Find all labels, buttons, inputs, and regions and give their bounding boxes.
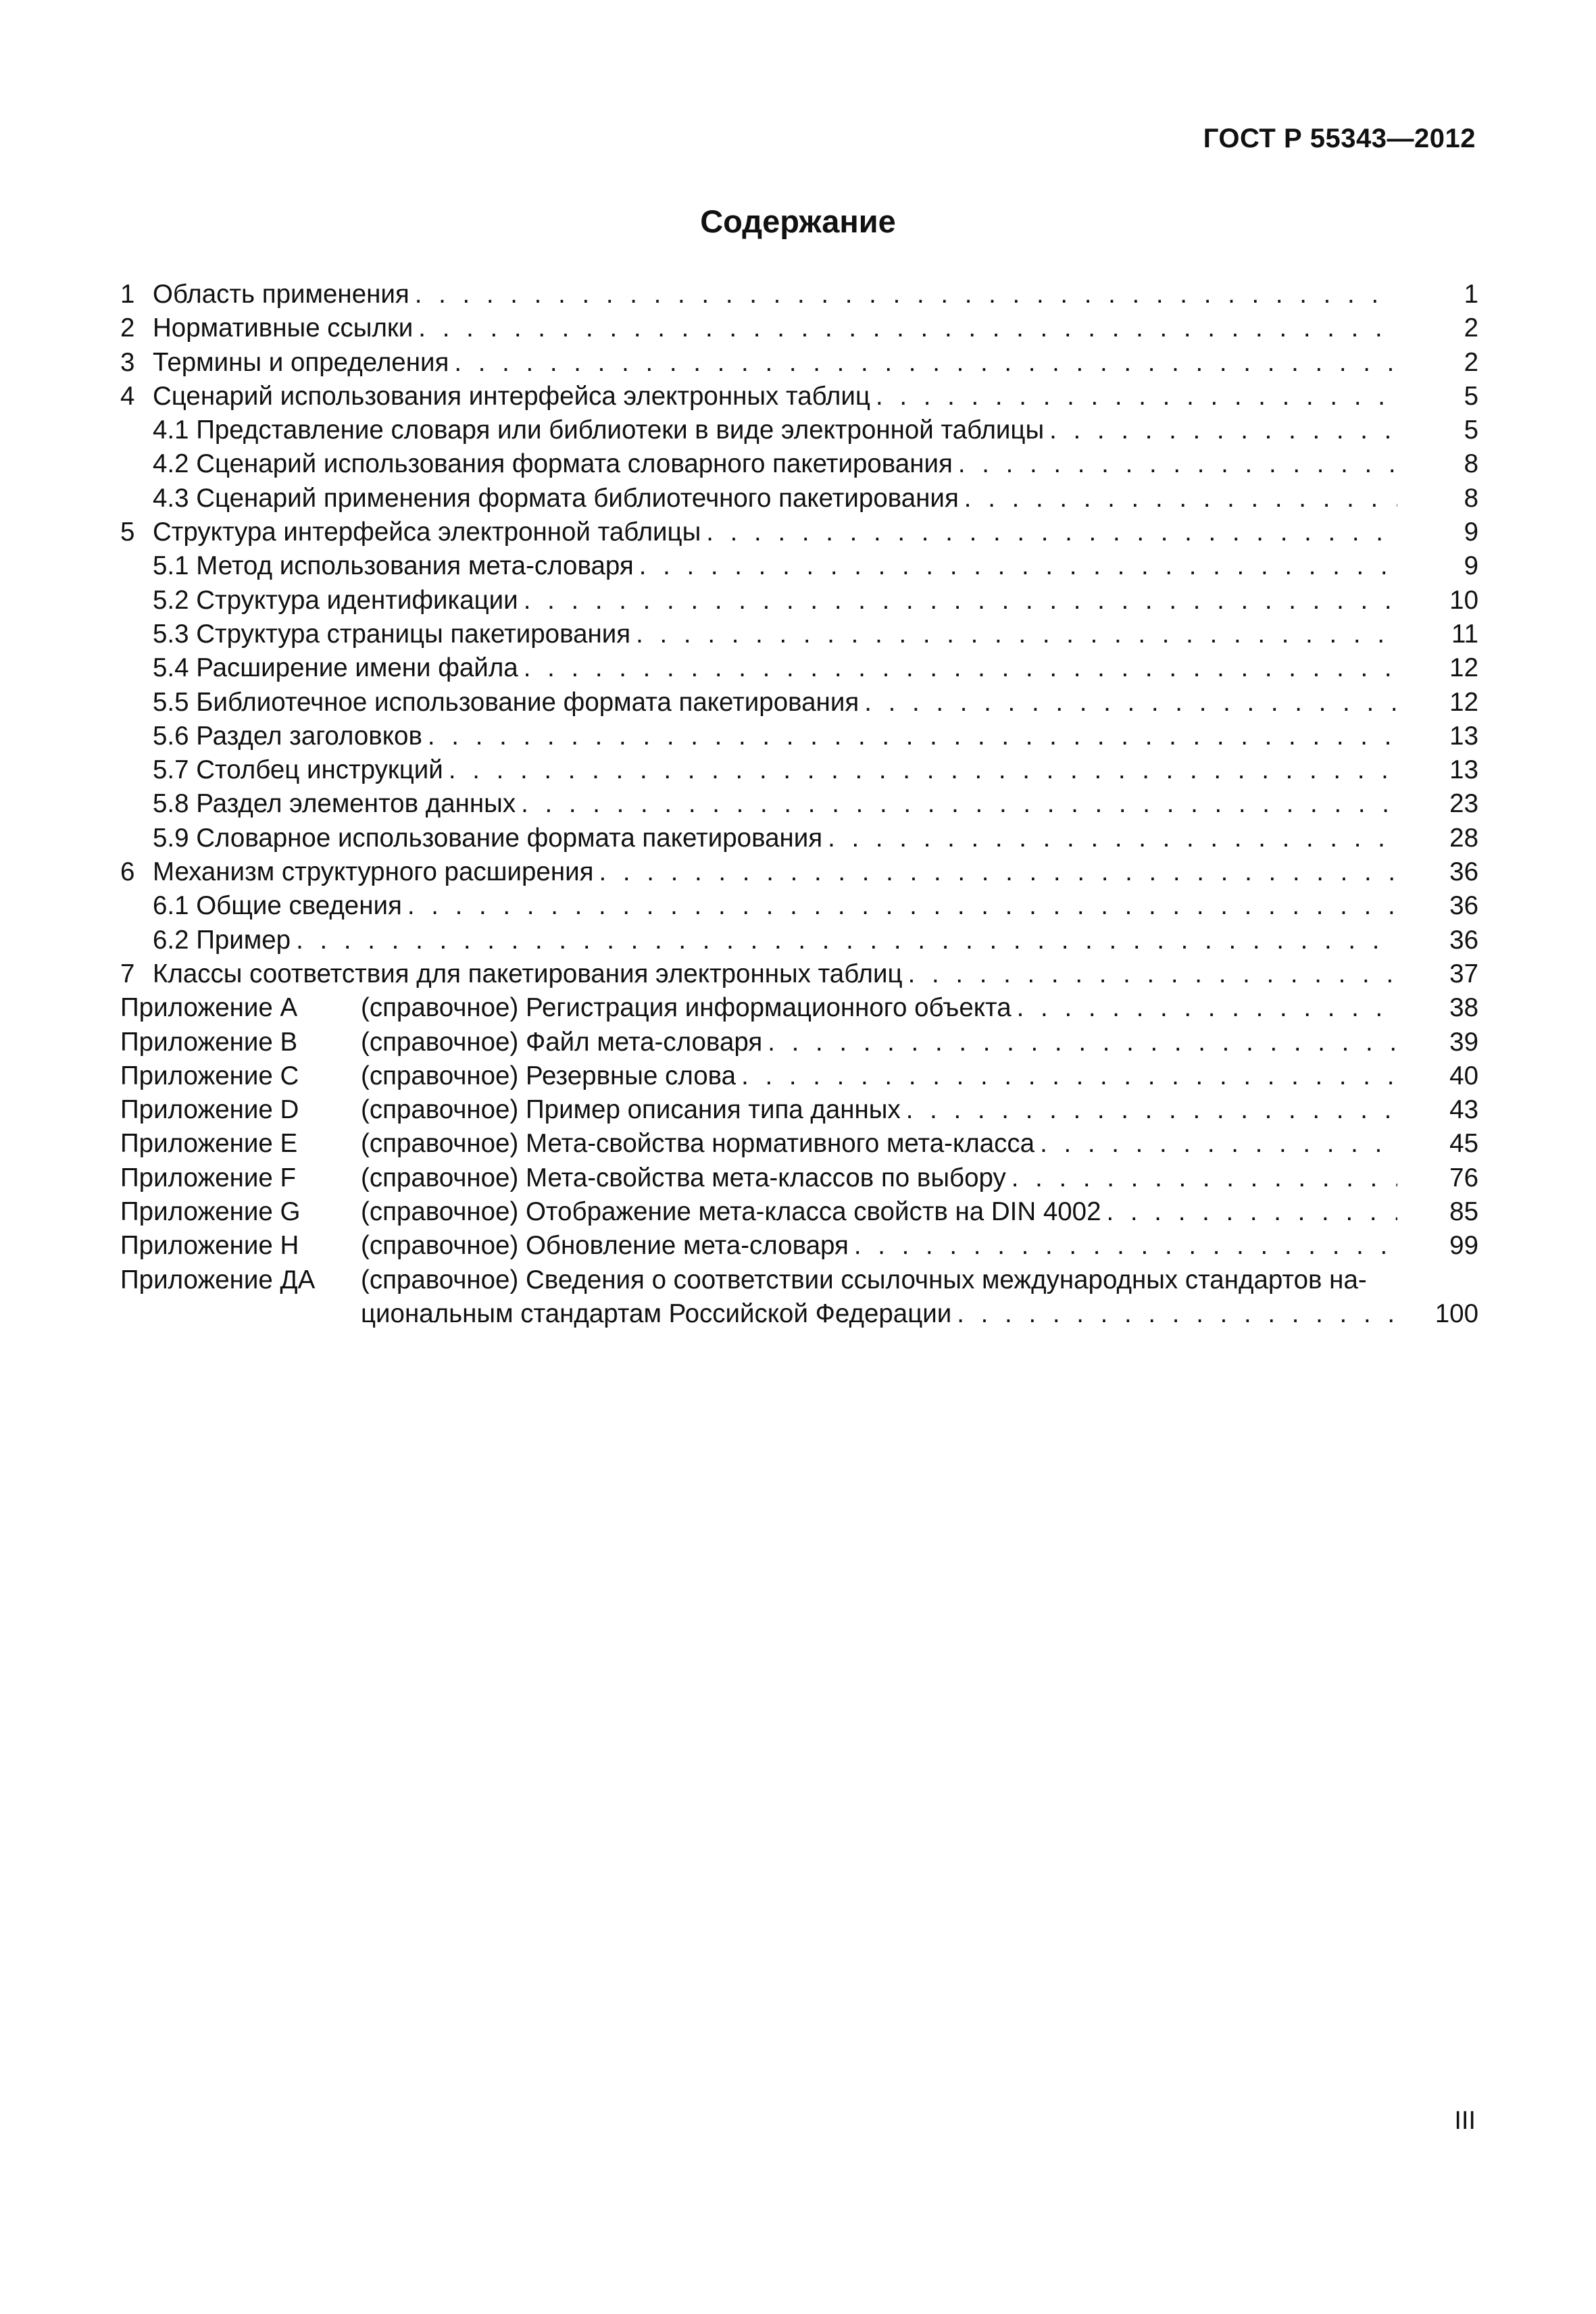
toc-page-number: 1: [1404, 278, 1478, 311]
appendix-label: Приложение E: [120, 1129, 298, 1159]
appendix-title: (справочное) Отображение мета-класса свойств на DIN 4002: [361, 1197, 1101, 1227]
toc-entry-text: 4.2 Сценарий использования формата словарного пакетирования: [153, 449, 953, 479]
appendix-title-continuation: циональным стандартам Российской Федерации: [361, 1299, 952, 1328]
toc-entry[interactable]: [120, 413, 1478, 447]
toc-section-number: 1: [120, 278, 153, 311]
toc-entry[interactable]: [120, 889, 1478, 923]
toc-section-number: 5: [120, 515, 153, 549]
toc-entry-title: [120, 482, 1397, 515]
toc-page-number: 8: [1404, 447, 1478, 481]
toc-entry-title: [120, 549, 1397, 583]
appendix-label: Приложение C: [120, 1061, 299, 1090]
toc-page-number: 99: [1404, 1229, 1478, 1263]
appendix-label: Приложение A: [120, 993, 298, 1023]
toc-page-number: 40: [1404, 1059, 1478, 1093]
toc-entry-text: 5.6 Раздел заголовков: [153, 721, 422, 751]
toc-page-number: 5: [1404, 413, 1478, 447]
toc-entry[interactable]: [120, 753, 1478, 787]
toc-entry-title: [120, 720, 1397, 753]
toc-page-number: 11: [1404, 618, 1478, 651]
toc-page-number: 36: [1404, 889, 1478, 923]
toc-entry-title: [361, 991, 1397, 1025]
toc-appendix-entry-continuation[interactable]: [120, 1297, 1478, 1331]
toc-entry-title: [361, 1127, 1397, 1161]
toc-entry[interactable]: [120, 618, 1478, 651]
toc-entry-title: [120, 686, 1397, 720]
toc-entry-title: [120, 346, 1397, 380]
toc-page-number: 37: [1404, 957, 1478, 991]
toc-entry-title: [120, 855, 1397, 889]
toc-entry-title: [120, 651, 1397, 685]
toc-entry-title: [361, 1026, 1397, 1059]
toc-appendix-entry[interactable]: [120, 1127, 1478, 1161]
toc-page-number: 8: [1404, 482, 1478, 515]
appendix-label: Приложение ДА: [120, 1265, 316, 1294]
toc-section-number: 4: [120, 380, 153, 413]
toc-section-number: 6: [120, 855, 153, 889]
toc-page-number: 12: [1404, 686, 1478, 720]
toc-entry-title: [120, 753, 1397, 787]
appendix-title: (справочное) Резервные слова: [361, 1061, 737, 1090]
appendix-label: Приложение D: [120, 1095, 299, 1125]
table-of-contents: [120, 278, 1478, 1331]
toc-page-number: 38: [1404, 991, 1478, 1025]
appendix-title: (справочное) Регистрация информационного объекта: [361, 993, 1012, 1023]
toc-entry-text: Область применения: [153, 280, 409, 309]
toc-entry[interactable]: [120, 822, 1478, 855]
toc-entry-text: 6.1 Общие сведения: [153, 891, 402, 921]
toc-entry-text: 5.5 Библиотечное использование формата пакетирования: [153, 687, 859, 717]
toc-page-number: 36: [1404, 924, 1478, 957]
toc-entry[interactable]: [120, 447, 1478, 481]
toc-entry[interactable]: [120, 855, 1478, 889]
toc-appendix-entry[interactable]: [120, 1161, 1478, 1195]
toc-entry-title: [120, 787, 1397, 821]
toc-entry[interactable]: [120, 549, 1478, 583]
toc-page-number: 12: [1404, 651, 1478, 685]
toc-appendix-entry[interactable]: [120, 1093, 1478, 1127]
toc-entry[interactable]: [120, 584, 1478, 618]
toc-entry-title: [120, 822, 1397, 855]
toc-entry-title: [120, 380, 1397, 413]
appendix-title: (справочное) Мета-свойства мета-классов по выбору: [361, 1163, 1006, 1192]
toc-page-number: 2: [1404, 346, 1478, 380]
toc-appendix-entry[interactable]: [120, 1195, 1478, 1229]
toc-entry-title: [361, 1059, 1397, 1093]
toc-page-number: 43: [1404, 1093, 1478, 1127]
toc-section-number: 3: [120, 346, 153, 380]
page-title: Содержание: [700, 203, 896, 239]
page-header-code: ГОСТ Р 55343—2012: [1203, 124, 1476, 153]
toc-entry[interactable]: [120, 482, 1478, 515]
toc-entry-text: 5.8 Раздел элементов данных: [153, 789, 516, 819]
toc-entry-title: [120, 584, 1397, 618]
toc-entry-title: [120, 515, 1397, 549]
toc-entry[interactable]: [120, 787, 1478, 821]
toc-entry-title: [120, 889, 1397, 923]
toc-entry-text: 5.7 Столбец инструкций: [153, 755, 443, 785]
toc-appendix-entry[interactable]: [120, 1229, 1478, 1263]
toc-page-number: 2: [1404, 311, 1478, 345]
toc-appendix-entry[interactable]: [120, 1026, 1478, 1059]
toc-entry-title: [361, 1161, 1397, 1195]
toc-page-number: 100: [1404, 1297, 1478, 1331]
appendix-title: (справочное) Сведения о соответствии ссылочных международных стандартов на-: [361, 1265, 1367, 1294]
toc-entry-title: [120, 618, 1397, 651]
appendix-label: Приложение F: [120, 1163, 297, 1192]
appendix-label: Приложение G: [120, 1197, 301, 1227]
toc-entry[interactable]: [120, 957, 1478, 991]
toc-page-number: 9: [1404, 549, 1478, 583]
toc-entry[interactable]: [120, 346, 1478, 380]
toc-entry-title: [361, 1297, 1397, 1331]
toc-page-number: 39: [1404, 1026, 1478, 1059]
appendix-title: (справочное) Пример описания типа данных: [361, 1095, 901, 1125]
toc-page-number: 9: [1404, 515, 1478, 549]
appendix-label: Приложение H: [120, 1231, 299, 1261]
toc-entry[interactable]: [120, 380, 1478, 413]
toc-entry-text: Классы соответствия для пакетирования электронных таблиц: [153, 959, 903, 988]
appendix-label: Приложение B: [120, 1027, 298, 1057]
toc-entry[interactable]: [120, 720, 1478, 753]
toc-page-number: 45: [1404, 1127, 1478, 1161]
toc-entry-text: Сценарий использования интерфейса электронных таблиц: [153, 381, 870, 411]
toc-entry-title: [361, 1229, 1397, 1263]
toc-entry-text: Термины и определения: [153, 347, 449, 377]
toc-entry[interactable]: [120, 515, 1478, 549]
toc-entry-text: 6.2 Пример: [153, 925, 291, 955]
appendix-title: (справочное) Мета-свойства нормативного мета-класса: [361, 1129, 1035, 1159]
toc-appendix-entry[interactable]: [120, 991, 1478, 1025]
toc-page-number: 28: [1404, 822, 1478, 855]
toc-entry-text: Нормативные ссылки: [153, 313, 414, 343]
toc-entry-title: [120, 278, 1397, 311]
toc-appendix-entry[interactable]: [120, 1059, 1478, 1093]
toc-entry-text: Механизм структурного расширения: [153, 857, 594, 887]
toc-entry-title: [361, 1195, 1397, 1229]
toc-entry-text: 5.3 Структура страницы пакетирования: [153, 619, 631, 649]
page-number-footer: III: [1454, 2107, 1476, 2135]
toc-entry-title: [120, 311, 1397, 345]
toc-entry-text: 4.1 Представление словаря или библиотеки в виде электронной таблицы: [153, 416, 1045, 445]
toc-page-number: 85: [1404, 1195, 1478, 1229]
toc-entry[interactable]: [120, 278, 1478, 311]
toc-entry[interactable]: [120, 311, 1478, 345]
toc-entry-text: 4.3 Сценарий применения формата библиотечного пакетирования: [153, 483, 959, 513]
toc-appendix-entry[interactable]: [120, 1263, 1478, 1297]
toc-entry-text: 5.1 Метод использования мета-словаря: [153, 551, 634, 581]
toc-page-number: 76: [1404, 1161, 1478, 1195]
toc-entry-title: [361, 1093, 1397, 1127]
toc-page-number: 13: [1404, 753, 1478, 787]
toc-page-number: 5: [1404, 380, 1478, 413]
toc-entry[interactable]: [120, 651, 1478, 685]
toc-entry-title: [120, 957, 1397, 991]
toc-entry-text: Структура интерфейса электронной таблицы: [153, 518, 701, 547]
toc-entry[interactable]: [120, 686, 1478, 720]
toc-entry[interactable]: [120, 924, 1478, 957]
toc-section-number: 2: [120, 311, 153, 345]
toc-page-number: 13: [1404, 720, 1478, 753]
toc-page-number: 23: [1404, 787, 1478, 821]
toc-entry-title: [120, 447, 1397, 481]
toc-entry-title: [120, 413, 1397, 447]
toc-page-number: 36: [1404, 855, 1478, 889]
appendix-title: (справочное) Файл мета-словаря: [361, 1027, 763, 1057]
toc-entry-text: 5.9 Словарное использование формата пакетирования: [153, 823, 823, 853]
toc-entry-title: [120, 924, 1397, 957]
toc-entry-text: 5.4 Расширение имени файла: [153, 653, 518, 683]
appendix-title: (справочное) Обновление мета-словаря: [361, 1231, 849, 1261]
toc-page-number: 10: [1404, 584, 1478, 618]
toc-entry-text: 5.2 Структура идентификации: [153, 585, 518, 615]
toc-section-number: 7: [120, 957, 153, 991]
